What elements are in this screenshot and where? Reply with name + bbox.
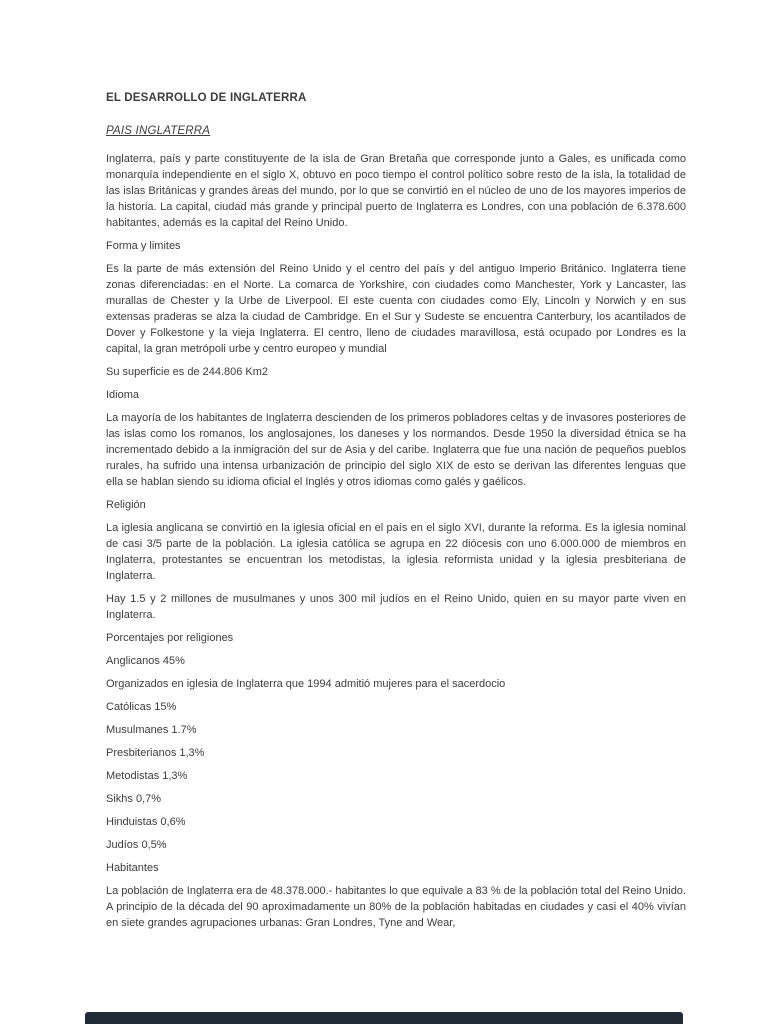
religion-extra-paragraph: Hay 1.5 y 2 millones de musulmanes y unos 300 mil judíos en el Reino Unido, quien en su mayor parte viven en Inglaterra. bbox=[106, 593, 686, 621]
superficie-line: Su superficie es de 244.806 Km2 bbox=[106, 366, 269, 378]
section-heading-porcentajes: Porcentajes por religiones bbox=[106, 632, 234, 644]
idioma-paragraph: La mayoría de los habitantes de Inglaterra descienden de los primeros pobladores celtas y de invasores posteriores de las islas como los romanos, los anglosajones, los daneses y los normandos. Desde 1950 la diversidad étnica se ha incrementado debido a la inmigración del sur de Asia y del caribe. Inglaterra que fue una nación de pequeños pueblos rurales, ha sufrido una intensa urbanización de principio del siglo XIX de esto se derivan las diferentes lenguas que ella se hablan siendo su idioma oficial el Inglés y otros idiomas como galés y gaélicos. bbox=[106, 412, 686, 488]
religion-stat-line: Anglicanos 45% bbox=[106, 655, 185, 667]
forma-paragraph: Es la parte de más extensión del Reino Unido y el centro del país y del antiguo Imperio Británico. Inglaterra tiene zonas diferenciadas: en el Norte. La comarca de Yorkshire, con ciudades como Manchester, York y Lancaster, las murallas de Chester y la Urbe de Liverpool. El este cuenta con ciudades como Ely, Lincoln y Norwich y en sus extensas praderas se alza la ciudad de Cambridge. En el Sur y Sudeste se encuentra Canterbury, los acantilados de Dover y Folkestone y la vieja Inglaterra. El centro, lleno de ciudades maravillosa, está ocupado por Londres es la capital, la gran metrópoli urbe y centro europeo y mundial bbox=[106, 263, 686, 355]
religion-stat-line: Católicas 15% bbox=[106, 701, 177, 713]
religion-stat-line: Metodistas 1,3% bbox=[106, 770, 188, 782]
religion-stat-line: Musulmanes 1.7% bbox=[106, 724, 197, 736]
section-heading-habitantes: Habitantes bbox=[106, 862, 159, 874]
habitantes-paragraph: La población de Inglaterra era de 48.378.000.- habitantes lo que equivale a 83 % de la población total del Reino Unido. A principio de la década del 90 aproximadamente un 80% de la población habitadas en ciudades y casi el 40% vivían en siete grandes agrupaciones urbanas: Gran Londres, Tyne and Wear, bbox=[106, 885, 686, 929]
religion-stat-line: Judíos 0,5% bbox=[106, 839, 167, 851]
section-heading-forma-y-limites: Forma y limites bbox=[106, 240, 181, 252]
country-heading: PAIS INGLATERRA bbox=[106, 125, 211, 137]
section-heading-religion: Religión bbox=[106, 499, 146, 511]
section-heading-idioma: Idioma bbox=[106, 389, 140, 401]
religion-stat-line: Sikhs 0,7% bbox=[106, 793, 162, 805]
religion-stat-line: Hinduistas 0,6% bbox=[106, 816, 186, 828]
religion-paragraph: La iglesia anglicana se convirtió en la iglesia oficial en el país en el siglo XVI, durante la reforma. Es la iglesia nominal de casi 3/5 parte de la población. La iglesia católica se agrupa en 22 diócesis con uno 6.000.000 de miembros en Inglaterra, protestantes se encuentran los metodistas, la iglesia reformista unidad y la iglesia presbiteriana de Inglaterra. bbox=[106, 522, 686, 582]
intro-paragraph: Inglaterra, país y parte constituyente de la isla de Gran Bretaña que corresponde junto a Gales, es unificada como monarquía independiente en el siglo X, obtuvo en poco tiempo el control político sobre resto de la isla, la totalidad de las islas Británicas y grandes áreas del mundo, por lo que se convirtió en el núcleo de uno de los mayores imperios de la historia. La capital, ciudad más grande y principal puerto de Inglaterra es Londres, con una población de 6.378.600 habitantes, además es la capital del Reino Unido. bbox=[106, 153, 686, 229]
document-title: EL DESARROLLO DE INGLATERRA bbox=[106, 92, 307, 104]
viewer-bottom-toolbar[interactable] bbox=[85, 1012, 683, 1024]
religion-stat-line: Presbiterianos 1,3% bbox=[106, 747, 205, 759]
religion-stat-note: Organizados en iglesia de Inglaterra que 1994 admitió mujeres para el sacerdocio bbox=[106, 678, 506, 690]
